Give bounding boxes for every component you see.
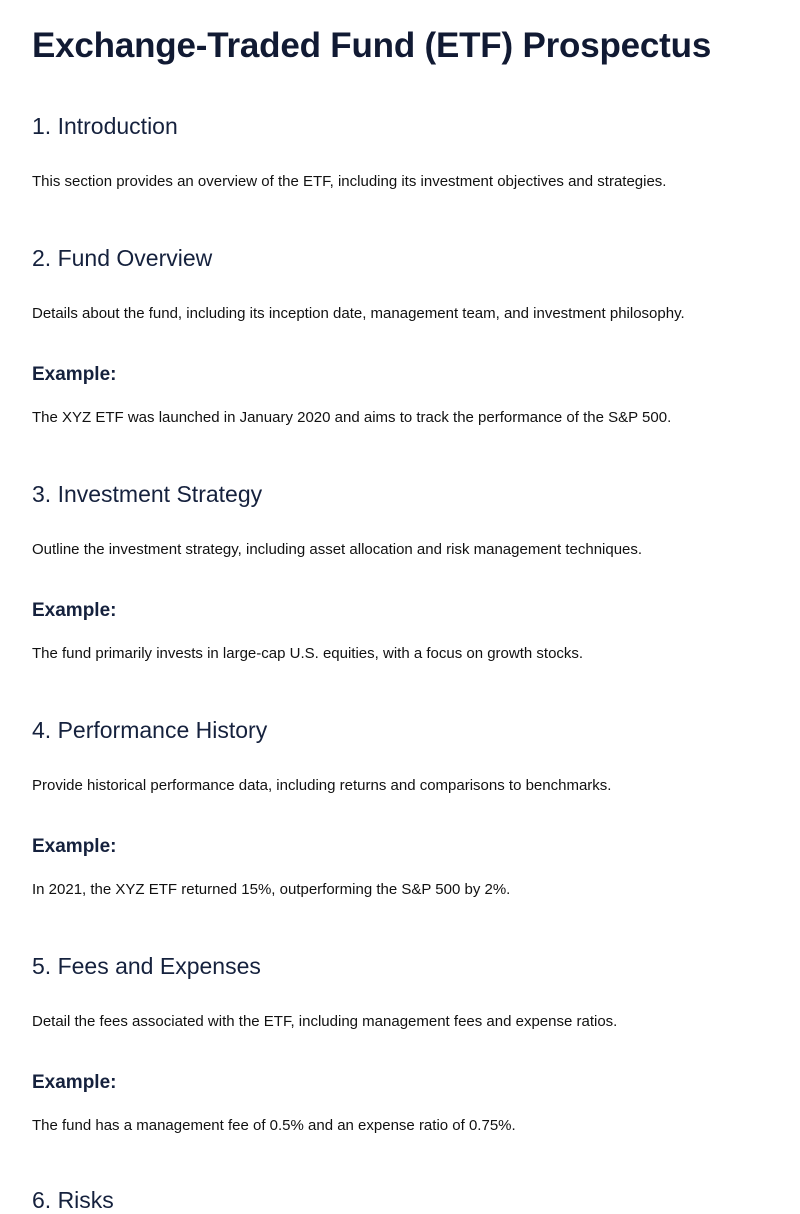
section-heading: 5. Fees and Expenses: [32, 953, 261, 979]
section-body: Outline the investment strategy, including asset allocation and risk management techniques.: [32, 541, 643, 558]
example-heading: Example:: [32, 600, 117, 621]
example-text: The fund primarily invests in large-cap U.S. equities, with a focus on growth stocks.: [32, 645, 584, 662]
section-body: Details about the fund, including its inception date, management team, and investment philosophy.: [32, 305, 685, 322]
example-text: The fund has a management fee of 0.5% and an expense ratio of 0.75%.: [32, 1117, 516, 1134]
document-title: Exchange-Traded Fund (ETF) Prospectus: [32, 26, 712, 65]
example-text: The XYZ ETF was launched in January 2020 and aims to track the performance of the S&P 500.: [32, 409, 672, 426]
example-heading: Example:: [32, 836, 117, 857]
section-heading: 2. Fund Overview: [32, 245, 213, 271]
section-heading: 3. Investment Strategy: [32, 481, 263, 507]
example-text: In 2021, the XYZ ETF returned 15%, outperforming the S&P 500 by 2%.: [32, 881, 511, 898]
section-heading: 4. Performance History: [32, 717, 268, 743]
section-heading: 6. Risks: [32, 1187, 114, 1213]
section-body: Provide historical performance data, including returns and comparisons to benchmarks.: [32, 777, 612, 794]
section-body: Detail the fees associated with the ETF, including management fees and expense ratios.: [32, 1013, 618, 1030]
section-heading: 1. Introduction: [32, 113, 178, 139]
section-body: This section provides an overview of the ETF, including its investment objectives and strategies.: [32, 173, 667, 190]
example-heading: Example:: [32, 1072, 117, 1093]
example-heading: Example:: [32, 364, 117, 385]
